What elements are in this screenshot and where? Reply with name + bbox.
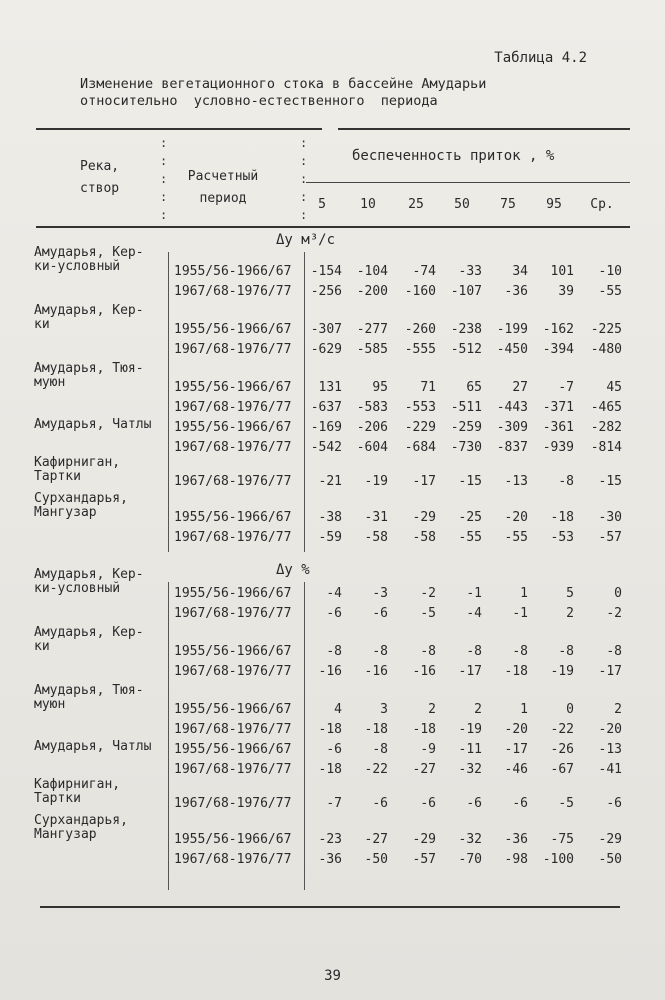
value-cell: -15 [458, 474, 482, 489]
value-cell: -8 [372, 742, 388, 757]
value-cell: -480 [590, 342, 622, 357]
header-period-line-2: период [199, 191, 247, 206]
value-cell: -512 [450, 342, 482, 357]
value-cell: -104 [356, 264, 388, 279]
value-cell: 45 [606, 380, 622, 395]
value-cell: -7 [326, 796, 342, 811]
value-cell: -41 [598, 762, 622, 777]
value-cell: -160 [404, 284, 436, 299]
value-cell: -17 [412, 474, 436, 489]
value-cell: -11 [458, 742, 482, 757]
river-name-line: Амударья, Чатлы [34, 739, 152, 754]
value-cell: 5 [566, 586, 574, 601]
value-cell: 2 [614, 702, 622, 717]
grid-line [168, 252, 169, 552]
river-name [34, 362, 144, 390]
value-cell: -604 [356, 440, 388, 455]
value-cell: -16 [364, 664, 388, 679]
river-name-line: Амударья, Кер- [34, 567, 144, 582]
period-cell: 1955/56-1966/67 [174, 586, 292, 601]
value-cell: -256 [310, 284, 342, 299]
value-cell: -20 [504, 510, 528, 525]
value-cell: 39 [558, 284, 574, 299]
period-cell: 1955/56-1966/67 [174, 510, 292, 525]
value-cell: -8 [326, 644, 342, 659]
value-cell: -55 [598, 284, 622, 299]
value-cell: -6 [512, 796, 528, 811]
value-cell: -162 [542, 322, 574, 337]
value-cell: -15 [598, 474, 622, 489]
river-name [34, 740, 151, 754]
header-subrule [306, 182, 630, 183]
value-cell: -17 [458, 664, 482, 679]
value-cell: -730 [450, 440, 482, 455]
period-cell: 1955/56-1966/67 [174, 420, 292, 435]
value-cell: -23 [318, 832, 342, 847]
table-title [80, 76, 600, 110]
river-name [34, 304, 144, 332]
river-name-line: ки-условный [34, 581, 121, 596]
value-cell: -27 [364, 832, 388, 847]
value-cell: -75 [550, 832, 574, 847]
period-cell: 1967/68-1976/77 [174, 664, 292, 679]
period-cell: 1955/56-1966/67 [174, 264, 292, 279]
table-title-line-1: Изменение вегетационного стока в бассейне Амударьи [80, 76, 487, 92]
supply-level-6: 95 [546, 197, 562, 212]
value-cell: -260 [404, 322, 436, 337]
value-cell: -814 [590, 440, 622, 455]
period-cell: 1967/68-1976/77 [174, 400, 292, 415]
value-cell: -939 [542, 440, 574, 455]
value-cell: -46 [504, 762, 528, 777]
value-cell: -6 [372, 796, 388, 811]
period-cell: 1955/56-1966/67 [174, 380, 292, 395]
value-cell: -8 [372, 644, 388, 659]
value-cell: -8 [466, 644, 482, 659]
value-cell: -70 [458, 852, 482, 867]
river-name-line: Амударья, Кер- [34, 245, 144, 260]
header-bottom-rule [36, 226, 630, 228]
header-period [175, 166, 271, 210]
value-cell: -29 [412, 510, 436, 525]
value-cell: 1 [520, 586, 528, 601]
value-cell: -29 [412, 832, 436, 847]
header-river [80, 156, 119, 200]
value-cell: -2 [420, 586, 436, 601]
period-cell: 1955/56-1966/67 [174, 322, 292, 337]
river-name-line: Амударья, Кер- [34, 625, 144, 640]
period-cell: 1967/68-1976/77 [174, 530, 292, 545]
value-cell: -5 [558, 796, 574, 811]
river-name-line: муюн [34, 375, 66, 390]
value-cell: -25 [458, 510, 482, 525]
value-cell: -6 [326, 606, 342, 621]
value-cell: -465 [590, 400, 622, 415]
value-cell: -2 [606, 606, 622, 621]
river-name-line: Тартки [34, 469, 81, 484]
value-cell: -169 [310, 420, 342, 435]
river-name-line: Сурхандарья, [34, 813, 128, 828]
period-cell: 1967/68-1976/77 [174, 474, 292, 489]
value-cell: -67 [550, 762, 574, 777]
value-cell: -154 [310, 264, 342, 279]
value-cell: -16 [412, 664, 436, 679]
value-cell: -206 [356, 420, 388, 435]
value-cell: -10 [598, 264, 622, 279]
value-cell: -6 [420, 796, 436, 811]
value-cell: -74 [412, 264, 436, 279]
value-cell: -8 [558, 644, 574, 659]
value-cell: -18 [504, 664, 528, 679]
value-cell: -371 [542, 400, 574, 415]
value-cell: 131 [318, 380, 342, 395]
value-cell: -38 [318, 510, 342, 525]
value-cell: -8 [420, 644, 436, 659]
value-cell: -36 [504, 284, 528, 299]
value-cell: -26 [550, 742, 574, 757]
value-cell: -199 [496, 322, 528, 337]
value-cell: -1 [466, 586, 482, 601]
grid-line [168, 582, 169, 890]
value-cell: -18 [318, 762, 342, 777]
value-cell: -19 [364, 474, 388, 489]
value-cell: -21 [318, 474, 342, 489]
value-cell: -27 [412, 762, 436, 777]
table-number: Таблица 4.2 [494, 50, 587, 66]
value-cell: -57 [598, 530, 622, 545]
value-cell: -1 [512, 606, 528, 621]
river-name-line: Амударья, Кер- [34, 303, 144, 318]
period-cell: 1967/68-1976/77 [174, 606, 292, 621]
value-cell: -6 [606, 796, 622, 811]
value-cell: -6 [372, 606, 388, 621]
value-cell: -29 [598, 832, 622, 847]
value-cell: -53 [550, 530, 574, 545]
value-cell: -200 [356, 284, 388, 299]
river-name-line: Мангузар [34, 827, 97, 842]
value-cell: -36 [318, 852, 342, 867]
river-name-line: Амударья, Тюя- [34, 683, 144, 698]
value-cell: 0 [566, 702, 574, 717]
value-cell: -225 [590, 322, 622, 337]
value-cell: -58 [412, 530, 436, 545]
period-cell: 1967/68-1976/77 [174, 796, 292, 811]
value-cell: -542 [310, 440, 342, 455]
value-cell: -6 [326, 742, 342, 757]
value-cell: -22 [550, 722, 574, 737]
value-cell: -55 [504, 530, 528, 545]
value-cell: 71 [420, 380, 436, 395]
value-cell: -98 [504, 852, 528, 867]
table-title-line-2: относительно условно-естественного периода [80, 93, 438, 109]
river-name [34, 814, 128, 842]
value-cell: -585 [356, 342, 388, 357]
value-cell: -30 [598, 510, 622, 525]
value-cell: -9 [420, 742, 436, 757]
header-separator: : : : : : [160, 136, 169, 222]
value-cell: -583 [356, 400, 388, 415]
page-number: 39 [324, 968, 341, 984]
supply-level-4: 50 [454, 197, 470, 212]
value-cell: -16 [318, 664, 342, 679]
supply-level-5: 75 [500, 197, 516, 212]
period-cell: 1967/68-1976/77 [174, 440, 292, 455]
value-cell: -57 [412, 852, 436, 867]
value-cell: -18 [412, 722, 436, 737]
value-cell: -282 [590, 420, 622, 435]
value-cell: -7 [558, 380, 574, 395]
river-name [34, 568, 144, 596]
value-cell: -8 [606, 644, 622, 659]
river-name [34, 778, 120, 806]
value-cell: -277 [356, 322, 388, 337]
river-name [34, 626, 144, 654]
value-cell: -59 [318, 530, 342, 545]
period-cell: 1967/68-1976/77 [174, 722, 292, 737]
header-river-line-2: створ [80, 181, 120, 196]
value-cell: -19 [458, 722, 482, 737]
supply-level-1: 5 [318, 197, 326, 212]
period-cell: 1955/56-1966/67 [174, 702, 292, 717]
header-period-line-1: Расчетный [187, 169, 259, 184]
top-rule-right [338, 128, 630, 130]
value-cell: 3 [380, 702, 388, 717]
value-cell: -6 [466, 796, 482, 811]
river-name [34, 456, 120, 484]
value-cell: -450 [496, 342, 528, 357]
value-cell: -553 [404, 400, 436, 415]
value-cell: -31 [364, 510, 388, 525]
river-name [34, 246, 144, 274]
supply-level-3: 25 [408, 197, 424, 212]
value-cell: 101 [550, 264, 574, 279]
river-name-line: ки [34, 317, 50, 332]
river-name-line: Амударья, Тюя- [34, 361, 144, 376]
river-name-line: Кафирниган, [34, 455, 121, 470]
value-cell: -36 [504, 832, 528, 847]
value-cell: 34 [512, 264, 528, 279]
value-cell: -19 [550, 664, 574, 679]
river-name-line: ки-условный [34, 259, 121, 274]
river-name-line: Тартки [34, 791, 81, 806]
header-separator: : : : : : [300, 136, 309, 222]
value-cell: -17 [504, 742, 528, 757]
value-cell: -18 [364, 722, 388, 737]
period-cell: 1967/68-1976/77 [174, 852, 292, 867]
value-cell: -259 [450, 420, 482, 435]
river-name [34, 418, 151, 432]
value-cell: -629 [310, 342, 342, 357]
value-cell: -4 [466, 606, 482, 621]
value-cell: -443 [496, 400, 528, 415]
top-rule-left [36, 128, 322, 130]
value-cell: -50 [598, 852, 622, 867]
table-bottom-rule [40, 906, 620, 908]
period-cell: 1967/68-1976/77 [174, 762, 292, 777]
value-cell: 1 [520, 702, 528, 717]
value-cell: -58 [364, 530, 388, 545]
value-cell: -555 [404, 342, 436, 357]
value-cell: 2 [474, 702, 482, 717]
value-cell: -5 [420, 606, 436, 621]
river-name-line: муюн [34, 697, 66, 712]
value-cell: -22 [364, 762, 388, 777]
river-name-line: Мангузар [34, 505, 97, 520]
value-cell: 27 [512, 380, 528, 395]
value-cell: -18 [318, 722, 342, 737]
value-cell: 4 [334, 702, 342, 717]
value-cell: -20 [504, 722, 528, 737]
value-cell: -32 [458, 832, 482, 847]
value-cell: -4 [326, 586, 342, 601]
value-cell: -361 [542, 420, 574, 435]
value-cell: -229 [404, 420, 436, 435]
river-name [34, 492, 128, 520]
value-cell: 2 [428, 702, 436, 717]
period-cell: 1967/68-1976/77 [174, 342, 292, 357]
supply-level-2: 10 [360, 197, 376, 212]
river-name-line: Амударья, Чатлы [34, 417, 152, 432]
value-cell: -107 [450, 284, 482, 299]
value-cell: 95 [372, 380, 388, 395]
supply-level-7: Ср. [590, 197, 614, 212]
river-name [34, 684, 144, 712]
value-cell: -238 [450, 322, 482, 337]
river-name-line: Кафирниган, [34, 777, 121, 792]
period-cell: 1955/56-1966/67 [174, 742, 292, 757]
value-cell: -50 [364, 852, 388, 867]
value-cell: -637 [310, 400, 342, 415]
value-cell: 65 [466, 380, 482, 395]
river-name-line: Сурхандарья, [34, 491, 128, 506]
header-supply-title: беспеченность приток , % [352, 148, 555, 164]
value-cell: 0 [614, 586, 622, 601]
value-cell: -55 [458, 530, 482, 545]
header-river-line-1: Река, [80, 159, 120, 174]
value-cell: -17 [598, 664, 622, 679]
value-cell: -3 [372, 586, 388, 601]
period-cell: 1967/68-1976/77 [174, 284, 292, 299]
value-cell: -684 [404, 440, 436, 455]
value-cell: -100 [542, 852, 574, 867]
section-label: Δy м³/с [276, 232, 336, 248]
value-cell: -511 [450, 400, 482, 415]
period-cell: 1955/56-1966/67 [174, 644, 292, 659]
value-cell: -307 [310, 322, 342, 337]
value-cell: -13 [504, 474, 528, 489]
value-cell: -394 [542, 342, 574, 357]
value-cell: -20 [598, 722, 622, 737]
period-cell: 1955/56-1966/67 [174, 832, 292, 847]
value-cell: -8 [512, 644, 528, 659]
value-cell: -13 [598, 742, 622, 757]
value-cell: -8 [558, 474, 574, 489]
value-cell: -32 [458, 762, 482, 777]
section-label: Δy % [276, 562, 310, 578]
value-cell: -309 [496, 420, 528, 435]
river-name-line: ки [34, 639, 50, 654]
value-cell: -837 [496, 440, 528, 455]
value-cell: -18 [550, 510, 574, 525]
value-cell: -33 [458, 264, 482, 279]
value-cell: 2 [566, 606, 574, 621]
